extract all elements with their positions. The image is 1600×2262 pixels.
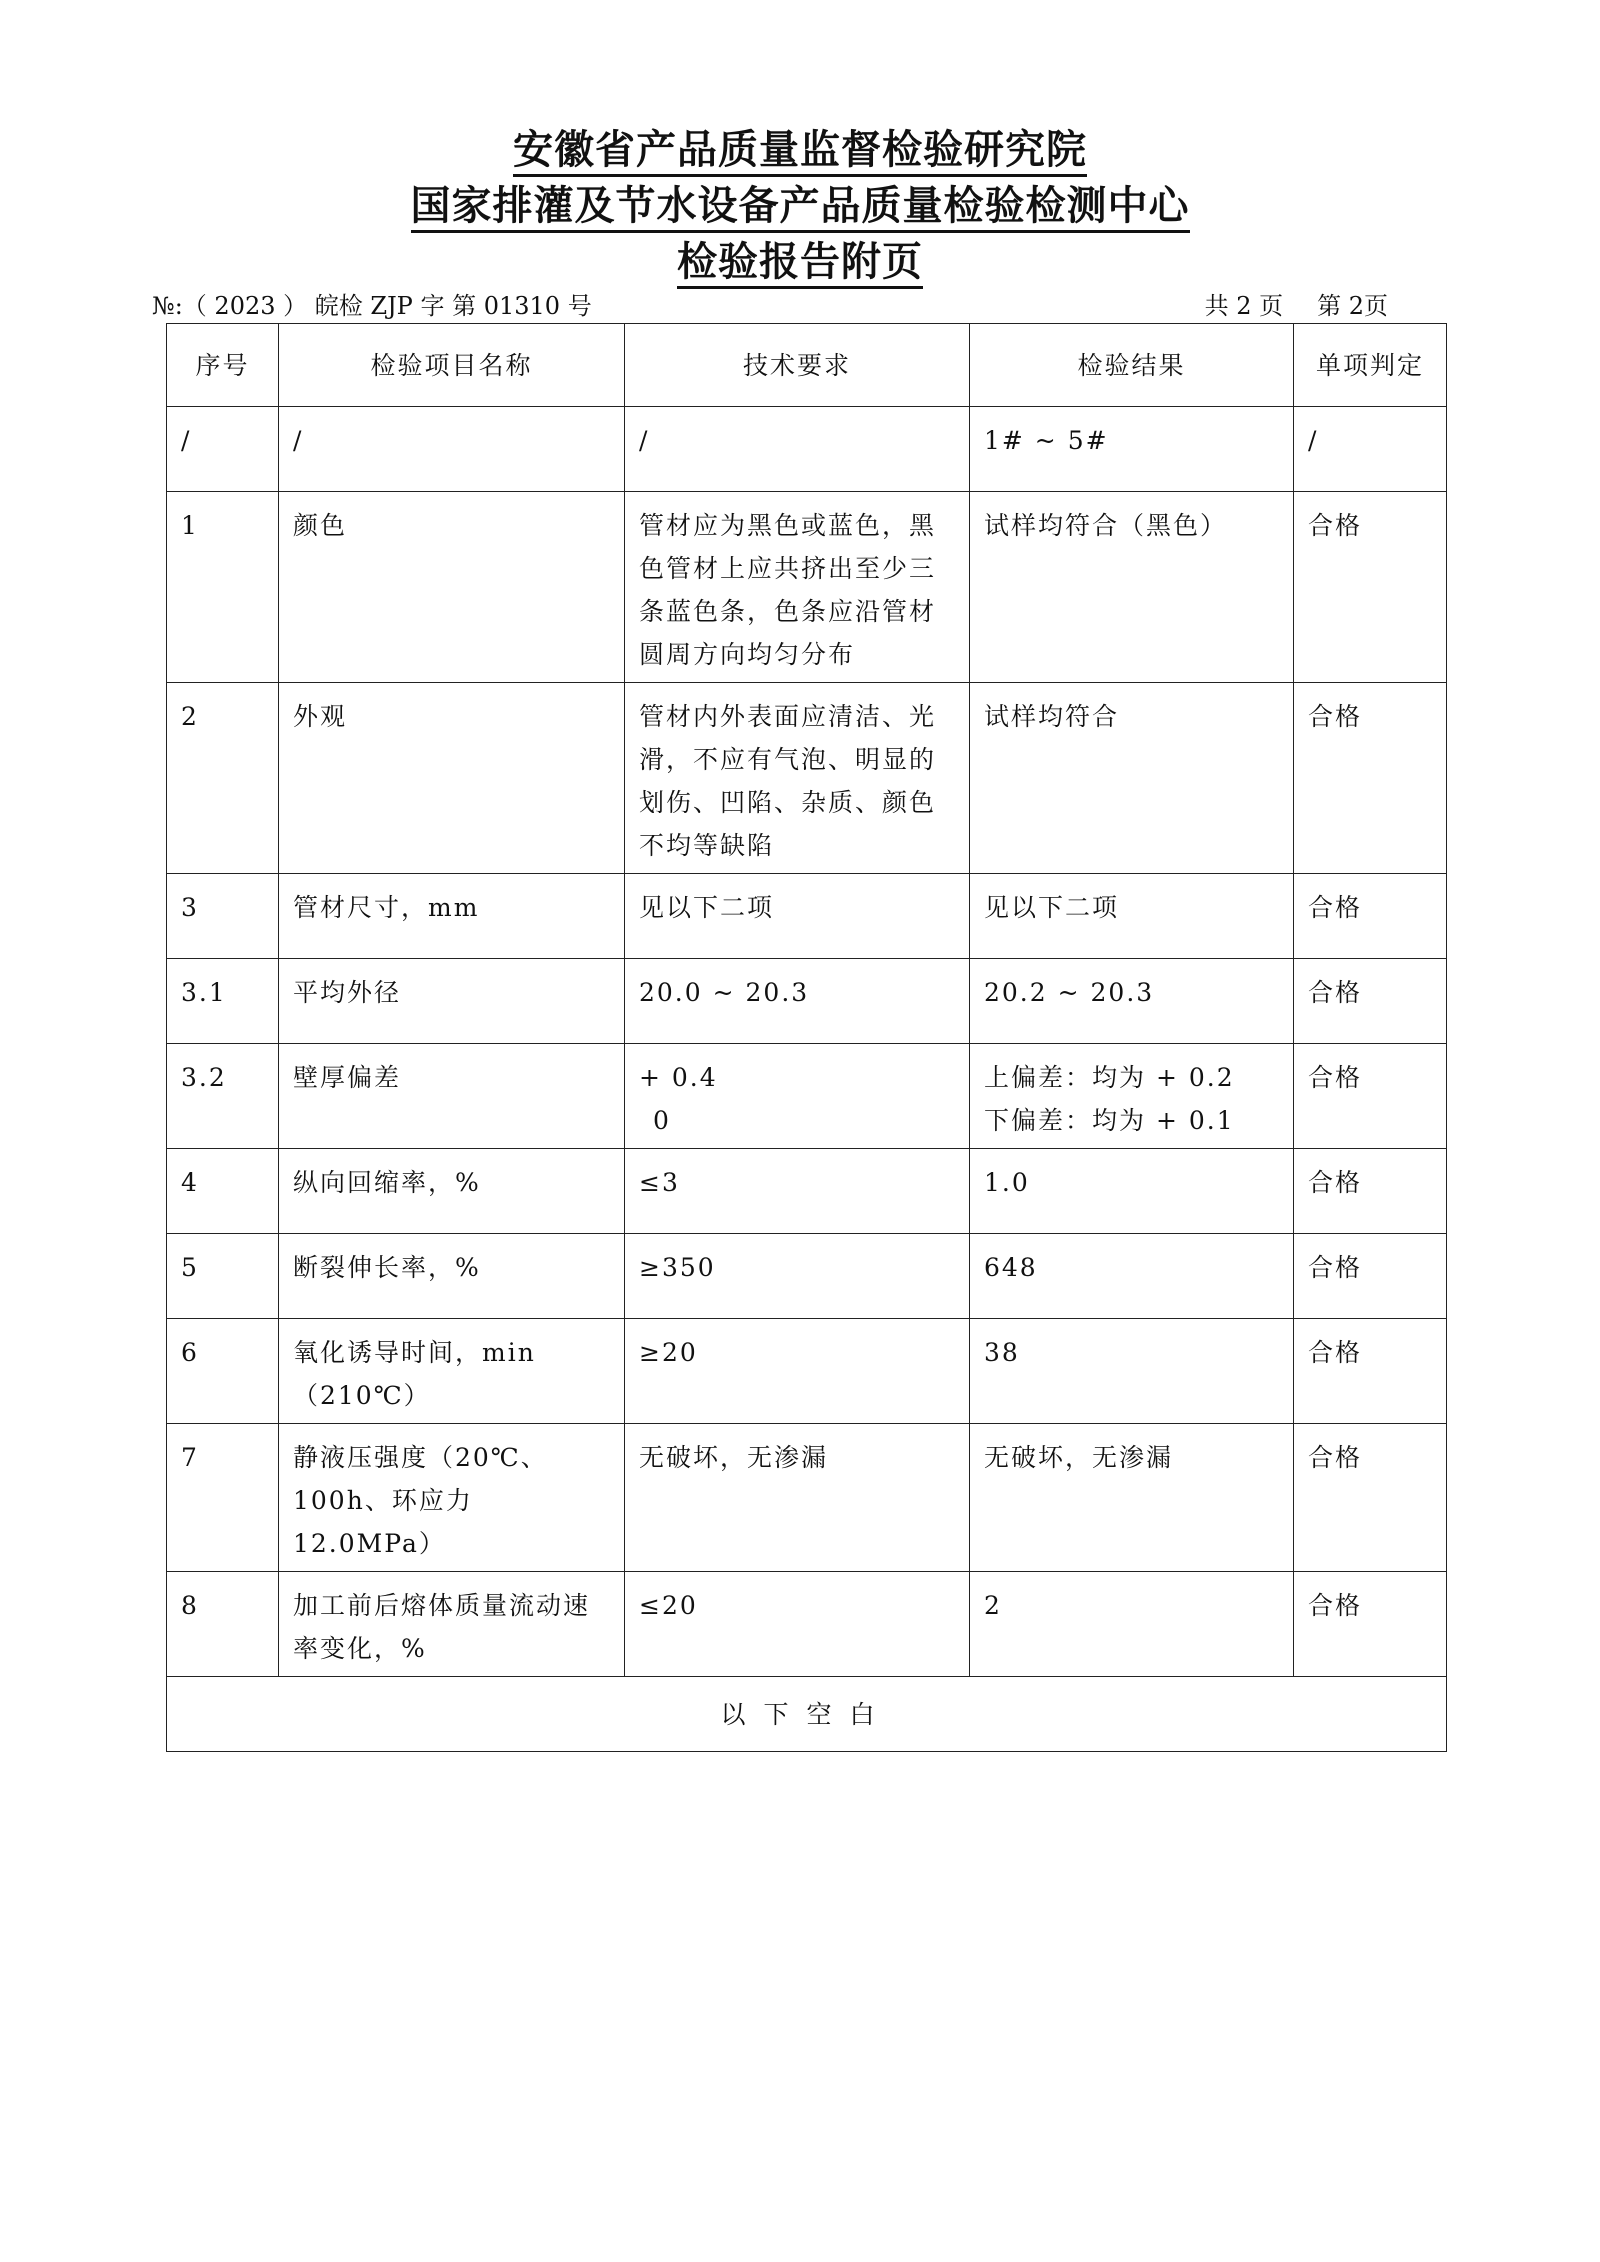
cell-item: 氧化诱导时间，min（210℃） [279,1319,625,1424]
current-page: 第 2页 [1317,292,1388,320]
total-pages: 共 2 页 [1204,292,1284,320]
cell-verdict: / [1294,407,1447,492]
cell-verdict: 合格 [1294,1424,1447,1572]
header-requirement: 技术要求 [625,324,970,407]
cell-result: 38 [970,1319,1294,1424]
cell-result: 试样均符合（黑色） [970,492,1294,683]
cell-requirement: / [625,407,970,492]
cell-no: 7 [167,1424,279,1572]
lower-deviation-result: 下偏差：均为 + 0.1 [984,1106,1235,1135]
cell-verdict: 合格 [1294,683,1447,874]
cell-result [970,1044,1294,1149]
table-row [167,1149,1447,1234]
cell-no: 6 [167,1319,279,1424]
cell-item: 颜色 [279,492,625,683]
report-subtitle: 检验报告附页 [0,230,1600,287]
cell-requirement: 管材内外表面应清洁、光滑，不应有气泡、明显的划伤、凹陷、杂质、颜色不均等缺陷 [625,683,970,874]
cell-no: 8 [167,1572,279,1677]
cell-requirement: 管材应为黑色或蓝色，黑色管材上应共挤出至少三条蓝色条，色条应沿管材圆周方向均匀分布 [625,492,970,683]
cell-item: 平均外径 [279,959,625,1044]
cell-requirement: ≥350 [625,1234,970,1319]
lower-tolerance: 0 [653,1106,671,1135]
cell-item: 外观 [279,683,625,874]
cell-requirement: 20.0 ~ 20.3 [625,959,970,1044]
cell-verdict: 合格 [1294,492,1447,683]
cell-requirement: 无破坏，无渗漏 [625,1424,970,1572]
cell-requirement: ≤20 [625,1572,970,1677]
report-number: №:（ 2023 ） 皖检 ZJP 字 第 01310 号 [152,292,592,320]
cell-verdict: 合格 [1294,1234,1447,1319]
table-row [167,1572,1447,1677]
cell-no: 3 [167,874,279,959]
cell-verdict: 合格 [1294,874,1447,959]
cell-item: 静液压强度（20℃、100h、环应力 12.0MPa） [279,1424,625,1572]
cell-requirement: ≥20 [625,1319,970,1424]
cell-no: 1 [167,492,279,683]
table-row [167,874,1447,959]
header-verdict: 单项判定 [1294,324,1447,407]
blank-below-note: 以下空白 [167,1677,1447,1752]
table-row [167,1319,1447,1424]
center-title: 国家排灌及节水设备产品质量检验检测中心 [0,174,1600,231]
cell-no: 3.2 [167,1044,279,1149]
cell-requirement: 见以下二项 [625,874,970,959]
cell-result: 648 [970,1234,1294,1319]
cell-no: 4 [167,1149,279,1234]
cell-verdict: 合格 [1294,1044,1447,1149]
inspection-table [166,323,1447,1752]
cell-item: 管材尺寸，mm [279,874,625,959]
cell-no: 5 [167,1234,279,1319]
cell-result: 2 [970,1572,1294,1677]
cell-item: 纵向回缩率，% [279,1149,625,1234]
upper-tolerance: + 0.4 [639,1063,718,1092]
cell-item: 壁厚偏差 [279,1044,625,1149]
page-info [1205,286,1388,321]
cell-item: / [279,407,625,492]
cell-item: 断裂伸长率，% [279,1234,625,1319]
cell-requirement [625,1044,970,1149]
header-no: 序号 [167,324,279,407]
table-header-row [167,324,1447,407]
table-row [167,1044,1447,1149]
cell-no: 3.1 [167,959,279,1044]
cell-result: 20.2 ~ 20.3 [970,959,1294,1044]
table-row [167,1424,1447,1572]
cell-verdict: 合格 [1294,1149,1447,1234]
cell-requirement: ≤3 [625,1149,970,1234]
table-footer-row [167,1677,1447,1752]
cell-no: / [167,407,279,492]
cell-verdict: 合格 [1294,1572,1447,1677]
cell-no: 2 [167,683,279,874]
table-row [167,683,1447,874]
cell-verdict: 合格 [1294,959,1447,1044]
cell-result: 试样均符合 [970,683,1294,874]
table-row [167,407,1447,492]
cell-result: 无破坏，无渗漏 [970,1424,1294,1572]
cell-result: 1# ~ 5# [970,407,1294,492]
cell-item: 加工前后熔体质量流动速率变化，% [279,1572,625,1677]
table-row [167,1234,1447,1319]
cell-result: 见以下二项 [970,874,1294,959]
header-result: 检验结果 [970,324,1294,407]
table-row [167,959,1447,1044]
table-row [167,492,1447,683]
cell-verdict: 合格 [1294,1319,1447,1424]
upper-deviation-result: 上偏差：均为 + 0.2 [984,1063,1235,1092]
institute-title: 安徽省产品质量监督检验研究院 [0,118,1600,175]
header-item: 检验项目名称 [279,324,625,407]
cell-result: 1.0 [970,1149,1294,1234]
